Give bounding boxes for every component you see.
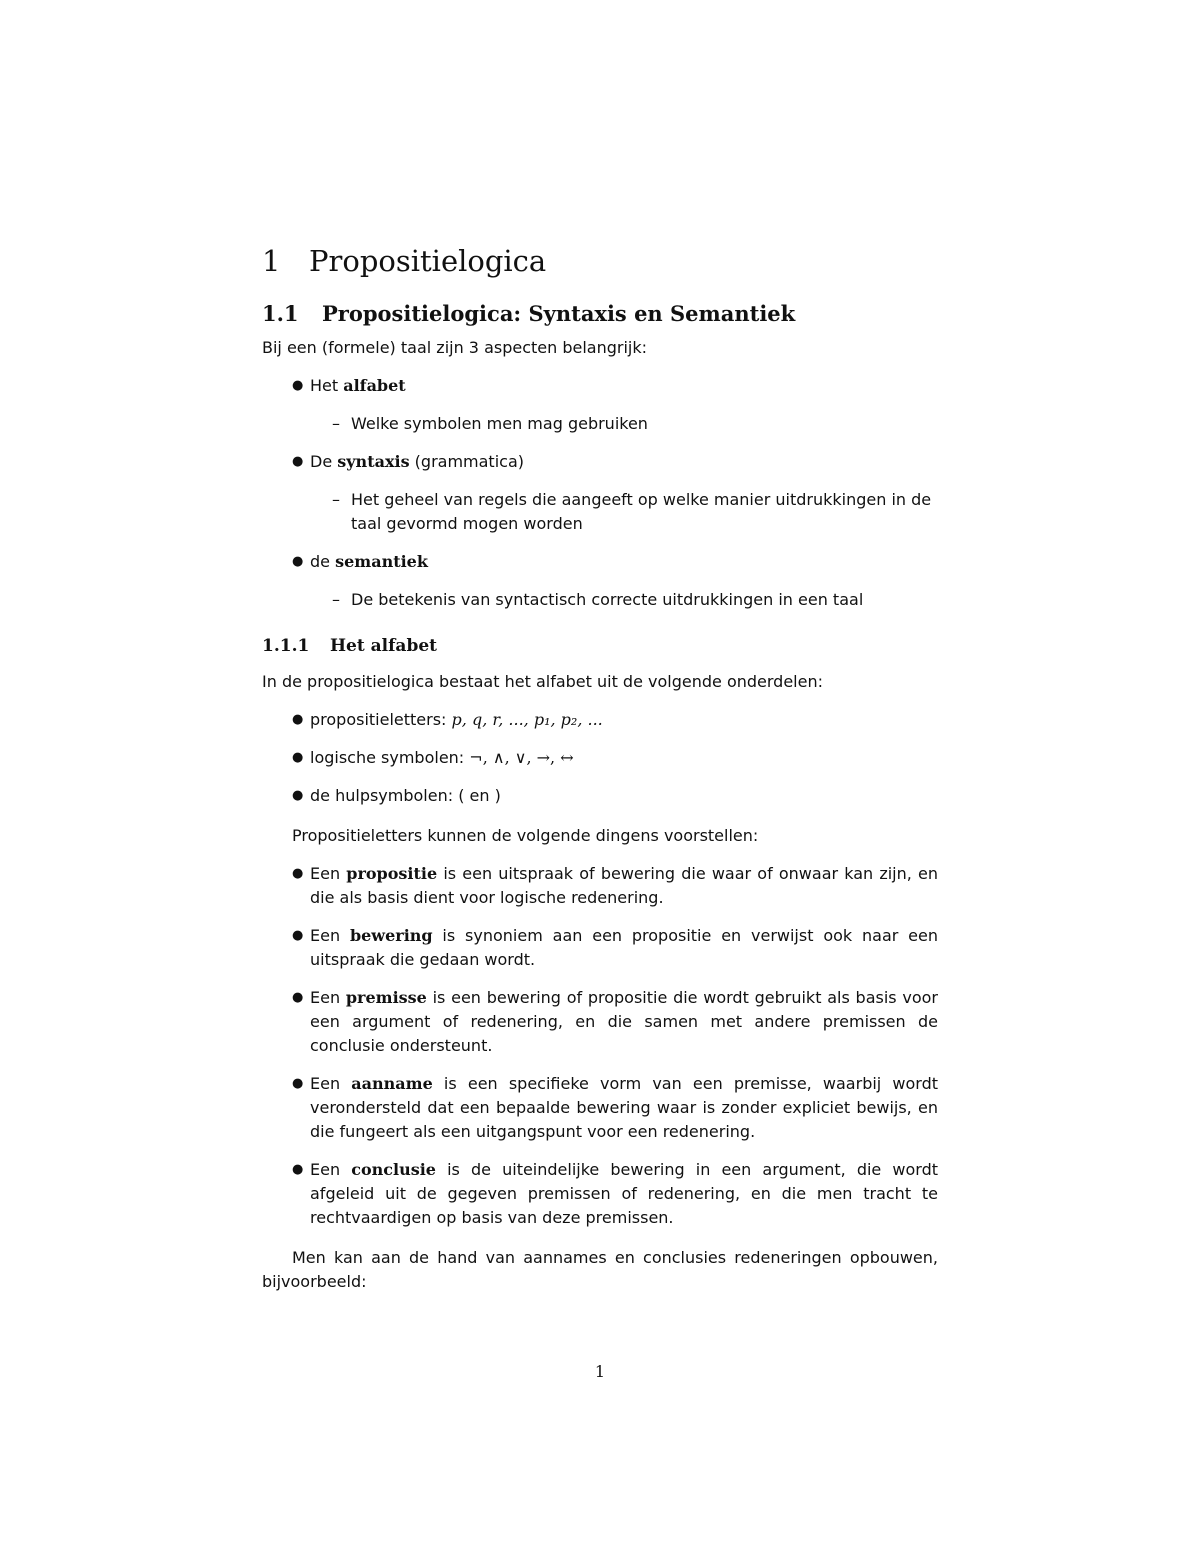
section-heading: 1 Propositielogica [262, 244, 547, 278]
sub-list-item: – Het geheel van regels die aangeeft op welke manier uitdrukkingen in de taal gevormd mogen worden [332, 490, 932, 533]
section-title: Propositielogica [309, 244, 547, 278]
subsection-heading: 1.1 Propositielogica: Syntaxis en Semantiek [262, 301, 796, 326]
bullet-icon: ● [292, 750, 304, 765]
list-item: ● de hulpsymbolen: ( en ) [292, 784, 938, 808]
bullet-icon: ● [292, 1162, 304, 1177]
bullet-icon: ● [292, 990, 304, 1005]
subsubsection-heading: 1.1.1 Het alfabet [262, 636, 438, 656]
bullet-icon: ● [292, 928, 304, 943]
list-item: ● logische symbolen: ¬, ∧, ∨, →, ↔ [292, 746, 938, 770]
bullet-icon: ● [292, 866, 304, 881]
list-item: ● Een bewering is synoniem aan een propositie en verwijst ook naar een uitspraak die gedaan wordt. [292, 926, 938, 969]
definitions-list [262, 862, 938, 1230]
document-body [262, 238, 938, 1294]
list-item: ● Een conclusie is de uiteindelijke bewering in een argument, die wordt afgeleid uit de gegeven premissen of redenering, en die men tracht te rechtvaardigen op basis van deze premissen. [292, 1160, 938, 1227]
subsection-title: Propositielogica: Syntaxis en Semantiek [322, 301, 796, 326]
sub-list-item: – De betekenis van syntactisch correcte uitdrukkingen in een taal [332, 588, 938, 612]
list-item: ● Een aanname is een specifieke vorm van een premisse, waarbij wordt verondersteld dat een bepaalde bewering waar is zonder expliciet bewijs, en die fungeert als een uitgangspunt voor een redenering. [292, 1074, 938, 1141]
subsubsection-title: Het alfabet [330, 636, 438, 656]
letters-intro: Propositieletters kunnen de volgende dingens voorstellen: [292, 826, 759, 845]
bullet-icon: ● [292, 554, 304, 569]
list-item: ● De syntaxis (grammatica) – Het geheel van regels die aangeeft op welke manier uitdrukkingen in de taal gevormd mogen worden [292, 450, 938, 536]
closing-paragraph: Men kan aan de hand van aannames en conclusies redeneringen opbouwen, bijvoorbeeld: [262, 1248, 938, 1291]
sub-list-item: – Welke symbolen men mag gebruiken [332, 412, 938, 436]
page-number: 1 [594, 1362, 606, 1381]
bullet-icon: ● [292, 378, 304, 393]
alfabet-list [262, 708, 938, 808]
list-item: ● de semantiek – De betekenis van syntactisch correcte uitdrukkingen in een taal [292, 550, 938, 612]
list-item: ● Een premisse is een bewering of propositie die wordt gebruikt als basis voor een argument of redenering, en die samen met andere premissen de conclusie ondersteunt. [292, 988, 938, 1055]
bullet-icon: ● [292, 788, 304, 803]
dash-icon: – [332, 490, 340, 509]
list-item: ● Het alfabet – Welke symbolen men mag gebruiken [292, 374, 938, 436]
alfabet-intro: In de propositielogica bestaat het alfabet uit de volgende onderdelen: [262, 672, 823, 691]
bullet-icon: ● [292, 1076, 304, 1091]
intro-paragraph: Bij een (formele) taal zijn 3 aspecten belangrijk: [262, 338, 648, 357]
bullet-icon: ● [292, 712, 304, 727]
aspects-list [262, 374, 938, 612]
dash-icon: – [332, 590, 340, 609]
list-item: ● Een propositie is een uitspraak of bewering die waar of onwaar kan zijn, en die als basis dient voor logische redenering. [292, 864, 938, 907]
bullet-icon: ● [292, 454, 304, 469]
dash-icon: – [332, 414, 340, 433]
list-item: ● propositieletters: p, q, r, ..., p₁, p₂, ... [292, 708, 938, 732]
